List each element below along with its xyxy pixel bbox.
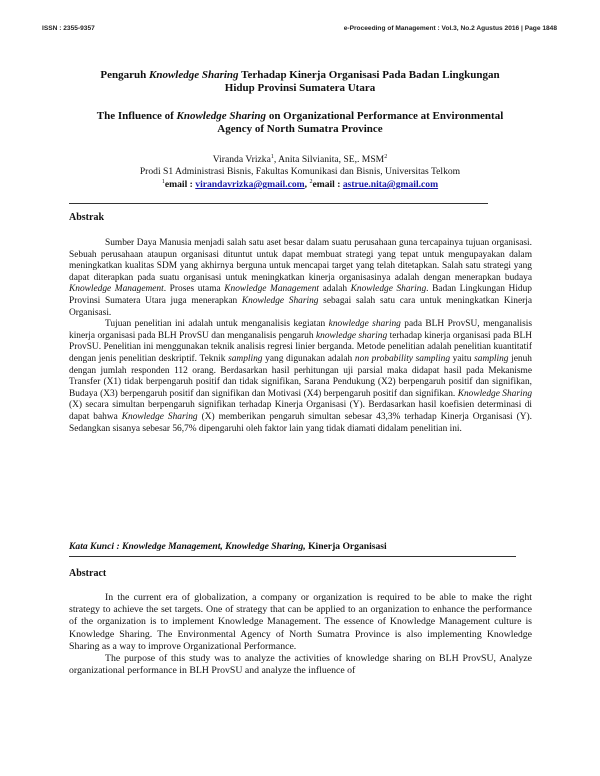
email-separator: ,: [304, 179, 310, 191]
text-run: yang digunakan adalah: [262, 353, 355, 364]
text-run: adalah: [319, 284, 351, 295]
abstrak-heading: Abstrak: [69, 212, 105, 223]
abstrak-paragraph-1: [69, 238, 532, 319]
title-en-part1: The Influence of: [96, 110, 177, 122]
abstract-paragraph-2: The purpose of this study was to analyze the activities of knowledge sharing on BLH ProvSU, Analyze organizational performance in BLH ProvSU and analyze the influence of: [69, 653, 532, 677]
abstrak-paragraph-2: [69, 319, 532, 435]
email-1-label: email :: [164, 179, 196, 191]
italic-term: knowledge sharing: [315, 330, 388, 341]
italic-term: sampling: [474, 353, 509, 364]
journal-header: e-Proceeding of Management : Vol.3, No.2 Agustus 2016 | Page 1848: [343, 25, 557, 32]
title-id-part3: Terhadap Kinerja Organisasi Pada Badan Lingkungan: [238, 69, 500, 81]
italic-term: Knowledge Management: [69, 284, 164, 295]
email-2-link[interactable]: astrue.nita@gmail.com: [342, 179, 439, 191]
title-id-part1: Pengaruh: [100, 69, 149, 81]
text-run: sebagai salah satu cara untuk meningkatkan Kinerja Organisasi.: [69, 295, 532, 318]
title-en-part3: on Organizational Performance at Environmental: [266, 110, 504, 122]
author-2-sup: 2: [384, 154, 388, 160]
email-2-label: email :: [312, 179, 343, 191]
email-line: [60, 177, 540, 191]
title-english: [60, 110, 540, 136]
issn-header: ISSN : 2355-9357: [42, 25, 95, 32]
abstract-paragraph-1: In the current era of globalization, a company or organization is required to be able to make the right strategy to achieve the set targets. One of strategy that can be applied to an organization to enhance the performance of the organization is to implement Knowledge Management. The essence of Knowledge Management culture is Knowledge Sharing. The Environmental Agency of North Sumatra Province is also implementing Knowledge Sharing as a way to improve Organizational Performance.: [69, 592, 532, 652]
email-1-sup: 1: [161, 179, 165, 186]
divider-top: [69, 203, 488, 204]
title-en-part4: Agency of North Sumatra Province: [217, 123, 383, 135]
email-2-sup: 2: [309, 179, 313, 186]
text-run: jenuh dengan jumlah responden 112 orang. Berdasarkan hasil perhitungan uji parsial maka didapat hasil pada Mekanisme Transfer (X1) tidak berpengaruh positif dan tidak signifikan, Sarana Pendukung (X2) berpengaruh positif dan signifikan, Budaya (X3) berpengaruh positif dan signifikan dan Motivasi (X4) berpengaruh positif dan signifikan.: [69, 353, 532, 399]
keywords-rest: Kinerja Organisasi: [305, 541, 387, 552]
text-run: . Badan Lingkungan Hidup Provinsi Sumatera Utara juga menerapkan: [69, 284, 532, 306]
italic-term: Knowledge Management: [224, 284, 319, 295]
abstrak-body: [69, 238, 532, 435]
text-run: Sumber Daya Manusia menjadi salah satu aset besar dalam suatu perusahaan guna tercapainya tujuan organisasi. Sebuah perusahaan ataupun organisasi dituntut untuk dapat membuat strategi yang tepat untuk mengupayakan dalam meningkatkan kualitas SDM yang akhirnya berguna untuk mencapai target yang telah ditetapkan. Salah satu strategi yang dapat diterapkan pada suatu organisasi untuk meningkatkan kinerja organisasinya adalah dengan menerapkan budaya: [69, 238, 532, 283]
text-run: (X) memberikan pengaruh simultan sebesar 43,3% terhadap Kinerja Organisasi (Y). Sedangkan sisanya sebesar 56,7% dipengaruhi oleh faktor lain yang tidak diamati didalam penelitian ini.: [69, 411, 532, 434]
author-1: Viranda Vrizka: [212, 154, 271, 166]
italic-term: Knowledge Sharing: [121, 411, 198, 422]
text-run: pada BLH ProvSU, menganalisis kinerja organisasi pada BLH ProvSU dan menganalisis pengaruh: [69, 319, 533, 341]
abstract-body: [69, 592, 532, 677]
author-1-sup: 1: [270, 154, 274, 160]
text-run: (X) secara simultan berpengaruh signifikan terhadap Kinerja Organisasi (Y). Berdasarkan hasil koefisien determinasi di dapat bahwa: [69, 400, 532, 422]
title-id-part4: Hidup Provinsi Sumatera Utara: [224, 82, 376, 94]
text-run: yaitu: [450, 353, 475, 364]
author-names: [60, 152, 540, 166]
email-1-link[interactable]: virandavrizka@gmail.com: [195, 179, 305, 191]
italic-term: Knowledge Sharing: [241, 295, 319, 306]
divider-keywords: [69, 556, 516, 557]
abstract-heading: Abstract: [69, 568, 107, 579]
keywords: [69, 541, 387, 552]
italic-term: knowledge sharing: [328, 319, 401, 330]
italic-term: Knowledge Sharing: [457, 388, 533, 399]
title-id-part2: Knowledge Sharing: [149, 69, 239, 81]
keywords-label: Kata Kunci : Knowledge Management, Knowledge Sharing,: [69, 541, 306, 552]
text-run: terhadap kinerja organisasi pada BLH ProvSU. Penelitian ini menggunakan teknik analisis regresi linier berganda. Metode penelitian adalah penelitian kuantitatif dengan jenis penelitian deskriptif. Teknik: [69, 330, 533, 364]
affiliation: Prodi S1 Administrasi Bisnis, Fakultas Komunikasi dan Bisnis, Universitas Telkom: [139, 165, 461, 177]
title-en-part2: Knowledge Sharing: [176, 110, 267, 122]
italic-term: Knowledge Sharing: [350, 284, 427, 295]
italic-term: non probability sampling: [354, 353, 451, 364]
italic-term: sampling: [228, 353, 263, 364]
author-block: [60, 152, 540, 191]
title-indonesian: [60, 69, 540, 95]
author-2: , Anita Silvianita, SE,. MSM: [273, 154, 385, 166]
text-run: . Proses utama: [163, 284, 225, 295]
text-run: Tujuan penelitian ini adalah untuk menganalisis kegiatan: [105, 319, 329, 330]
